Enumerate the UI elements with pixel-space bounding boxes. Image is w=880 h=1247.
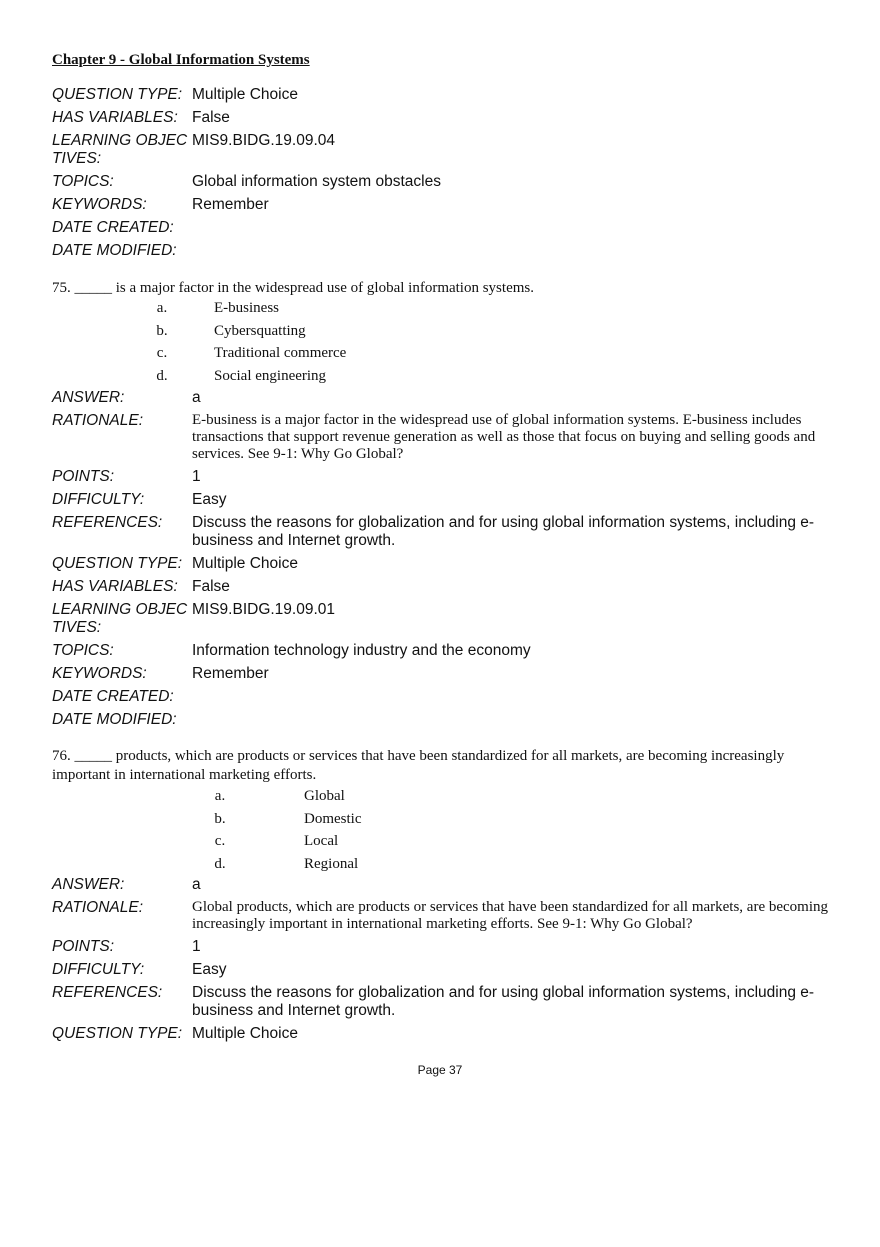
meta-value: Multiple Choice bbox=[192, 1025, 298, 1042]
option-letter: c. bbox=[214, 833, 226, 850]
meta-label: RATIONALE: bbox=[52, 899, 144, 916]
references-text: Discuss the reasons for globalization and for using global information systems, including e-business and Internet growth. bbox=[192, 514, 815, 549]
meta-row bbox=[52, 173, 832, 191]
question-74-metadata bbox=[52, 86, 832, 265]
meta-row bbox=[52, 86, 832, 104]
meta-row bbox=[52, 219, 832, 237]
meta-label: RATIONALE: bbox=[52, 412, 144, 429]
meta-row bbox=[52, 242, 832, 260]
meta-label: TOPICS: bbox=[52, 173, 114, 190]
meta-row bbox=[52, 688, 832, 706]
meta-row bbox=[52, 984, 832, 1020]
meta-row bbox=[52, 196, 832, 214]
page-number: Page 37 bbox=[417, 1063, 463, 1077]
answer-option bbox=[198, 808, 362, 831]
meta-label: QUESTION TYPE: bbox=[52, 86, 183, 103]
meta-row bbox=[52, 665, 832, 683]
meta-value bbox=[192, 219, 832, 237]
meta-value: Remember bbox=[192, 665, 269, 682]
meta-row bbox=[52, 938, 832, 956]
meta-row bbox=[52, 412, 832, 463]
meta-label: TOPICS: bbox=[52, 642, 114, 659]
meta-value bbox=[192, 711, 832, 729]
meta-label: KEYWORDS: bbox=[52, 196, 147, 213]
references-text: Discuss the reasons for globalization and for using global information systems, including e-business and Internet growth. bbox=[192, 984, 815, 1019]
meta-value: 1 bbox=[192, 468, 201, 485]
option-letter: a. bbox=[214, 788, 226, 804]
answer-option bbox=[198, 830, 362, 853]
option-text: E-business bbox=[214, 300, 279, 316]
question-75-stem: 75. _____ is a major factor in the widespread use of global information systems. bbox=[52, 280, 534, 296]
option-letter: b. bbox=[156, 322, 168, 339]
meta-label: LEARNING OBJECTIVES: bbox=[52, 132, 188, 167]
meta-row bbox=[52, 1025, 832, 1043]
meta-label: LEARNING OBJECTIVES: bbox=[52, 601, 188, 636]
meta-row bbox=[52, 491, 832, 509]
meta-row bbox=[52, 514, 832, 550]
meta-label: QUESTION TYPE: bbox=[52, 1025, 183, 1042]
meta-value: MIS9.BIDG.19.09.04 bbox=[192, 132, 336, 149]
meta-label: DATE CREATED: bbox=[52, 688, 174, 705]
meta-label: KEYWORDS: bbox=[52, 665, 147, 682]
answer-option bbox=[140, 365, 346, 388]
meta-row bbox=[52, 642, 832, 660]
meta-value: False bbox=[192, 109, 230, 126]
answer-option bbox=[140, 297, 346, 320]
option-letter: d. bbox=[214, 856, 226, 873]
meta-value bbox=[192, 242, 832, 260]
meta-value: False bbox=[192, 578, 230, 595]
meta-row bbox=[52, 711, 832, 729]
option-text: Local bbox=[304, 833, 339, 850]
meta-value: MIS9.BIDG.19.09.01 bbox=[192, 601, 336, 618]
meta-value: Global information system obstacles bbox=[192, 173, 441, 190]
question-75-metadata bbox=[52, 389, 832, 734]
meta-row bbox=[52, 899, 832, 933]
meta-label: DATE MODIFIED: bbox=[52, 242, 177, 259]
question-76-stem: 76. _____ products, which are products or services that have been standardized for all markets, are becoming increasingly important in international marketing efforts. bbox=[52, 748, 785, 783]
meta-row bbox=[52, 132, 832, 168]
option-text: Domestic bbox=[304, 810, 362, 827]
question-75-options bbox=[140, 297, 346, 388]
meta-label: DATE MODIFIED: bbox=[52, 711, 177, 728]
question-76-options bbox=[198, 785, 362, 876]
meta-row bbox=[52, 876, 832, 894]
meta-row bbox=[52, 961, 832, 979]
meta-label: DATE CREATED: bbox=[52, 219, 174, 236]
answer-option bbox=[198, 853, 362, 876]
meta-value: Multiple Choice bbox=[192, 86, 298, 103]
question-76-metadata bbox=[52, 876, 832, 1048]
meta-row bbox=[52, 601, 832, 637]
meta-row bbox=[52, 555, 832, 573]
option-text: Traditional commerce bbox=[214, 345, 347, 362]
meta-value: Multiple Choice bbox=[192, 555, 298, 572]
option-letter: b. bbox=[214, 810, 226, 827]
meta-label: POINTS: bbox=[52, 468, 115, 485]
meta-row bbox=[52, 468, 832, 486]
meta-label: HAS VARIABLES: bbox=[52, 109, 178, 126]
meta-label: POINTS: bbox=[52, 938, 115, 955]
meta-label: ANSWER: bbox=[52, 389, 125, 406]
meta-value: Easy bbox=[192, 961, 227, 978]
meta-row bbox=[52, 578, 832, 596]
option-letter: c. bbox=[156, 345, 168, 362]
meta-row bbox=[52, 389, 832, 407]
option-text: Social engineering bbox=[214, 368, 327, 385]
meta-label: ANSWER: bbox=[52, 876, 125, 893]
meta-label: REFERENCES: bbox=[52, 514, 163, 531]
option-text: Regional bbox=[304, 856, 359, 873]
option-letter: d. bbox=[156, 368, 168, 385]
rationale-text: E-business is a major factor in the widespread use of global information systems. E-business includes transactions that support revenue generation as well as those that focus on buying and selling goods and services. See 9-1: Why Go Global? bbox=[192, 412, 816, 462]
meta-label: DIFFICULTY: bbox=[52, 961, 145, 978]
rationale-text: Global products, which are products or services that have been standardized for all markets, are becoming increasingly important in international marketing efforts. See 9-1: Why Go Global? bbox=[192, 899, 829, 932]
meta-label: DIFFICULTY: bbox=[52, 491, 145, 508]
answer-option bbox=[140, 320, 346, 343]
answer-option bbox=[140, 342, 346, 365]
option-text: Cybersquatting bbox=[214, 322, 306, 339]
answer-value: a bbox=[192, 389, 201, 406]
meta-value bbox=[192, 688, 832, 706]
meta-value: Easy bbox=[192, 491, 227, 508]
meta-row bbox=[52, 109, 832, 127]
meta-label: REFERENCES: bbox=[52, 984, 163, 1001]
chapter-title: Chapter 9 - Global Information Systems bbox=[52, 52, 310, 68]
meta-label: HAS VARIABLES: bbox=[52, 578, 178, 595]
option-letter: a. bbox=[156, 300, 168, 316]
answer-value: a bbox=[192, 876, 201, 893]
meta-label: QUESTION TYPE: bbox=[52, 555, 183, 572]
meta-value: Remember bbox=[192, 196, 269, 213]
option-text: Global bbox=[304, 788, 345, 804]
answer-option bbox=[198, 785, 362, 808]
meta-value: 1 bbox=[192, 938, 201, 955]
meta-value: Information technology industry and the economy bbox=[192, 642, 531, 659]
